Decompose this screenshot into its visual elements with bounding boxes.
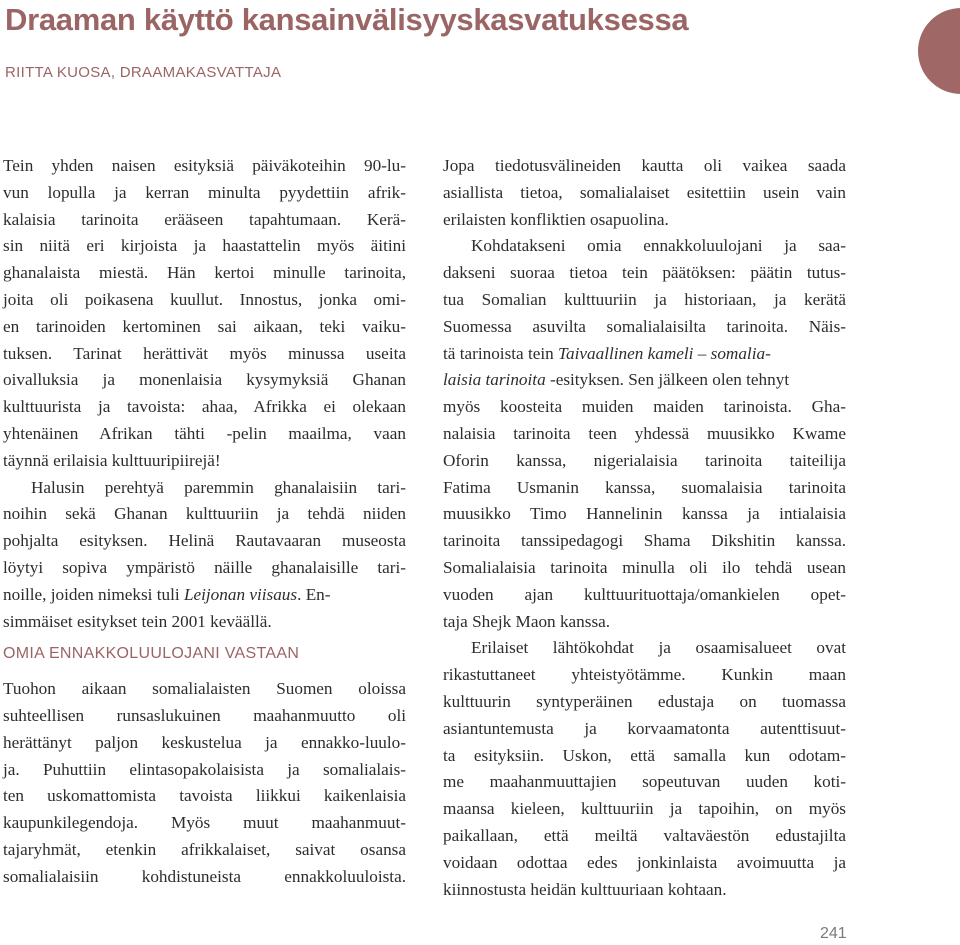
text-line — [443, 341, 846, 368]
text-line: en tarinoiden kertominen sai aikaan, teki vaiku- — [3, 316, 406, 336]
text-line: Jopa tiedotusvälineiden kautta oli vaikea saada — [443, 156, 846, 175]
text-line: Somalialaisia tarinoita minulla oli ilo tehdä usean — [443, 557, 846, 577]
left-paragraph-1 — [3, 153, 406, 475]
text-line: oivalluksia ja monenlaisia kysymyksiä Ghanan — [3, 370, 406, 390]
text-line: simmäiset esitykset tein 2001 keväällä. — [3, 611, 272, 631]
text-line: myös koosteita muiden maiden tarinoista. Gha- — [443, 397, 846, 417]
text-line: löytyi sopiva ympäristö näille ghanalaisille tari- — [3, 557, 406, 577]
book-title: Leijonan viisaus — [183, 584, 298, 604]
text-line: asiallista tietoa, somalialaiset esitettiin usein vain — [443, 182, 846, 202]
page-title: Draaman käyttö kansainvälisyyskasvatuksessa — [5, 2, 689, 37]
text-run: . En- — [297, 584, 331, 604]
text-line: Tuohon aikaan somalialaisten Suomen oloissa — [3, 679, 406, 699]
text-line: rikastuttaneet yhteistyötämme. Kunkin maan — [443, 665, 846, 685]
text-line: tuksen. Tarinat herättivät myös minussa useita — [3, 343, 406, 363]
text-line: muusikko Timo Hannelinin kanssa ja intialaisia — [443, 504, 846, 524]
text-line: täynnä erilaisia kulttuuripiirejä! — [3, 450, 221, 470]
text-line: somalialaisiin kohdistuneista ennakkoluuloista. — [3, 866, 406, 886]
left-column — [3, 153, 406, 891]
text-run: noille, joiden nimeksi tuli — [3, 584, 184, 604]
text-line: kaupunkilegendoja. Myös muut maahanmuut- — [3, 813, 406, 833]
decorative-circle — [918, 8, 960, 94]
text-line: sin niitä eri kirjoista ja haastattelin myös äitini — [3, 236, 406, 256]
right-paragraph-1 — [443, 153, 846, 233]
left-paragraph-2 — [3, 475, 406, 636]
text-line: tajaryhmät, etenkin afrikkalaiset, saivat osansa — [3, 839, 406, 859]
text-line: maansa kieleen, kulttuuriin ja tapoihin, on myös — [443, 799, 846, 819]
page-number: 241 — [820, 925, 847, 942]
text-line: kulttuurista ja tavoista: ahaa, Afrikka ei olekaan — [3, 397, 406, 417]
text-run: tä tarinoista tein — [443, 343, 559, 363]
text-line: pohjalta esityksen. Helinä Rautavaaran museosta — [3, 531, 406, 551]
text-line — [3, 582, 406, 609]
text-line: vun lopulla ja kerran minulta pyydettiin afrik- — [3, 182, 406, 202]
text-line: paikallaan, että meiltä valtaväestön edustajilta — [443, 825, 846, 845]
text-line: tua Somalian kulttuuriin ja historiaan, ja kerätä — [443, 289, 846, 309]
text-line: Tein yhden naisen esityksiä päiväkoteihin 90-lu- — [3, 156, 406, 175]
text-line: suhteellisen runsaslukuinen maahanmuutto oli — [3, 705, 406, 725]
right-paragraph-2 — [443, 233, 846, 635]
text-line: dakseni suoraa tietoa tein päätöksen: päätin tutus- — [443, 263, 846, 283]
text-line: me maahanmuuttajien sopeutuvan uuden koti- — [443, 772, 846, 792]
text-line: voidaan odottaa edes jonkinlaista avoimuutta ja — [443, 852, 846, 872]
text-line: kalaisia tarinoita erääseen tapahtumaan. Kerä- — [3, 209, 406, 229]
text-line: erilaisten konfliktien osapuolina. — [443, 209, 669, 229]
text-line: ja. Puhuttiin elintasopakolaisista ja somalialais- — [3, 759, 406, 779]
text-line: Fatima Usmanin kanssa, suomalaisia tarinoita — [443, 477, 846, 497]
text-line: Halusin perehtyä paremmin ghanalaisiin tari- — [31, 477, 406, 497]
text-line: joita oli poikasena kuullut. Innostus, jonka omi- — [3, 289, 406, 309]
section-heading: OMIA ENNAKKOLUULOJANI VASTAAN — [3, 645, 300, 663]
text-line: yhtenäinen Afrikan tähti -pelin maailma, vaan — [3, 423, 406, 443]
text-line: asiantuntemusta ja korvaamatonta autenttisuut- — [443, 718, 846, 738]
performance-title: Taivaallinen kameli – somalia- — [558, 343, 771, 363]
author-byline: RIITTA KUOSA, DRAAMAKASVATTAJA — [5, 64, 282, 81]
text-line: ghanalaista miestä. Hän kertoi minulle tarinoita, — [3, 263, 406, 283]
text-line: nalaisia tarinoita teen yhdessä muusikko Kwame — [443, 423, 846, 443]
text-line — [443, 367, 846, 394]
text-line: kulttuurin syntyperäinen edustaja on tuomassa — [443, 691, 846, 711]
text-run: -esityksen. Sen jälkeen olen tehnyt — [545, 370, 790, 390]
text-line: tarinoita tanssipedagogi Shama Dikshitin kanssa. — [443, 531, 846, 551]
text-line: taja Shejk Maon kanssa. — [443, 611, 611, 631]
text-line: ten uskomattomista tavoista liikkui kaikenlaisia — [3, 786, 406, 806]
text-line: herättänyt paljon keskustelua ja ennakko-luulo- — [3, 732, 406, 752]
performance-title: laisia tarinoita — [443, 370, 546, 390]
text-line: Erilaiset lähtökohdat ja osaamisalueet ovat — [471, 638, 846, 658]
text-line: Oforin kanssa, nigerialaisia tarinoita taiteilija — [443, 450, 846, 470]
text-line: Kohdatakseni omia ennakkoluulojani ja saa- — [471, 236, 846, 256]
text-line: noihin sekä Ghanan kulttuuriin ja tehdä niiden — [3, 504, 406, 524]
text-line: ta esityksiin. Uskon, että samalla kun odotam- — [443, 745, 846, 765]
right-paragraph-3 — [443, 635, 846, 903]
text-line: vuoden ajan kulttuurituottaja/omankielen opet- — [443, 584, 846, 604]
right-column — [443, 153, 846, 903]
text-line: kiinnostusta heidän kulttuuriaan kohtaan. — [443, 879, 727, 899]
text-line: Suomessa asuvilta somalialaisilta tarinoita. Näis- — [443, 316, 846, 336]
left-paragraph-3 — [3, 676, 406, 890]
